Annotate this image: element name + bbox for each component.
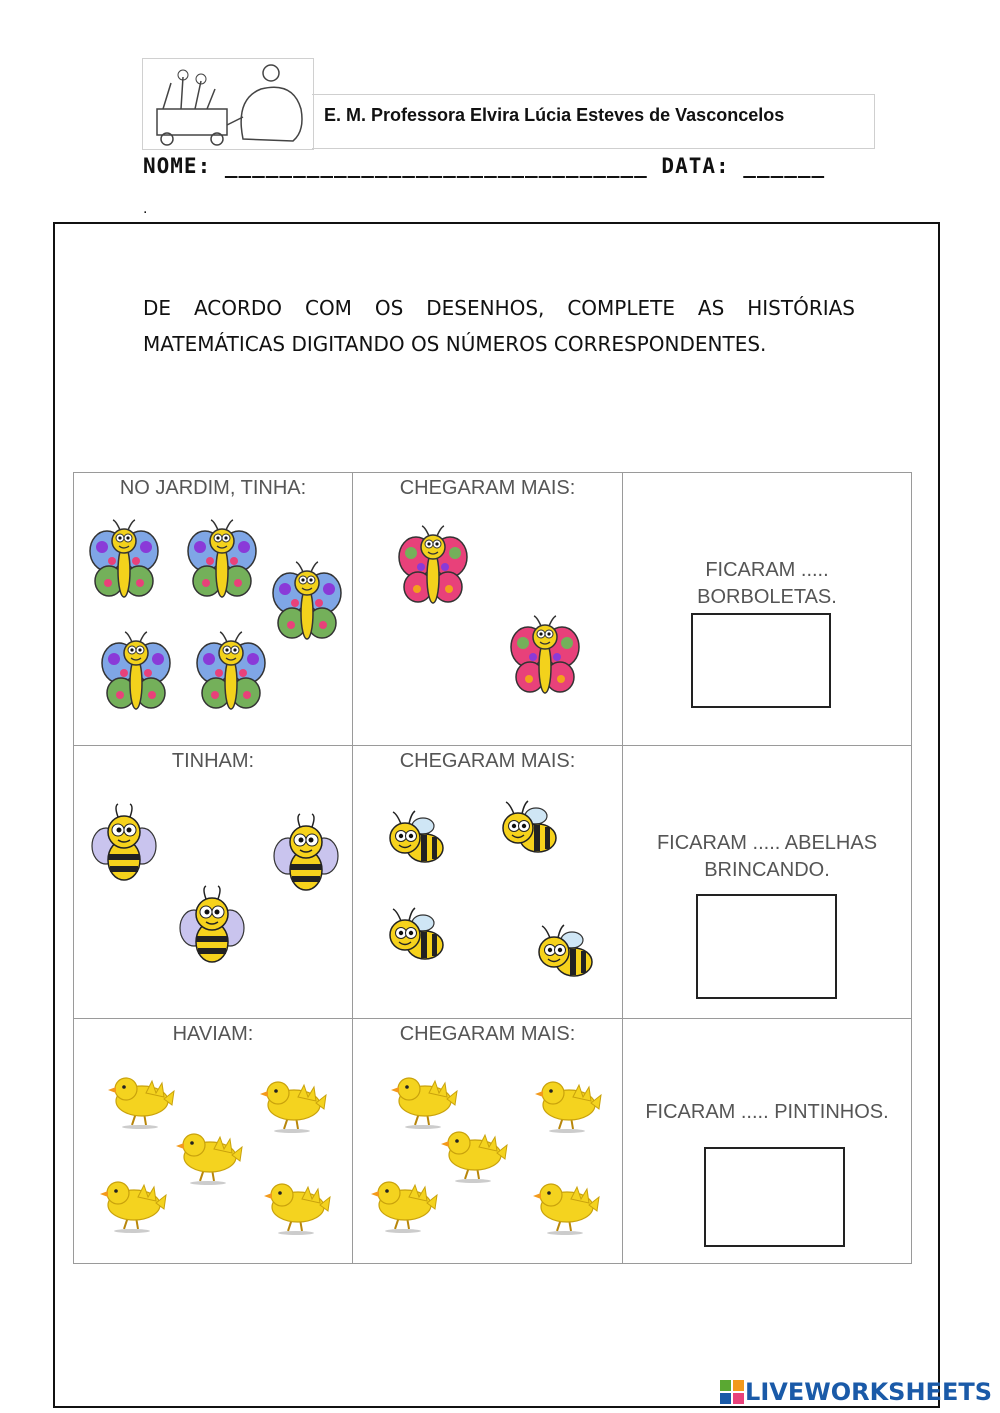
chicks-initial-label: HAVIAM: xyxy=(172,1023,254,1045)
chicks-added-image xyxy=(353,1019,622,1262)
name-date-line[interactable]: NOME: _______________________________ DATA: ______ xyxy=(143,154,826,178)
bees-result-text xyxy=(623,830,911,884)
school-name-box xyxy=(312,94,875,149)
butterflies-result-cell xyxy=(623,473,911,746)
bees-added-label: CHEGARAM MAIS: xyxy=(399,750,576,772)
butterflies-initial-label: NO JARDIM, TINHA: xyxy=(119,477,307,499)
school-name: E. M. Professora Elvira Lúcia Esteves de Vasconcelos xyxy=(324,105,785,125)
chicks-initial-cell xyxy=(74,1019,353,1263)
bees-side-image xyxy=(353,746,622,1018)
butterflies-result-line-2: BORBOLETAS. xyxy=(697,586,837,608)
liveworksheets-watermark xyxy=(719,1377,992,1407)
bees-result-line-2: BRINCANDO. xyxy=(704,859,830,881)
butterflies-result-text xyxy=(623,557,911,611)
liveworksheets-text: LIVEWORKSHEETS xyxy=(745,1378,992,1406)
liveworksheets-logo-icon xyxy=(719,1379,745,1405)
chicks-result-cell xyxy=(623,1019,911,1263)
bees-answer-box[interactable] xyxy=(696,894,837,999)
chicks-added-cell xyxy=(353,1019,623,1263)
bees-result-line-1: FICARAM ..... ABELHAS xyxy=(656,832,878,854)
butterflies-added-label: CHEGARAM MAIS: xyxy=(399,477,576,499)
blue-butterflies-image xyxy=(74,473,352,745)
bees-initial-label: TINHAM: xyxy=(171,750,255,772)
bees-result-cell xyxy=(623,746,911,1019)
bees-front-image xyxy=(74,746,352,1018)
school-logo-drawing xyxy=(143,59,313,149)
stray-mark: . xyxy=(143,200,148,217)
instructions-text: DE ACORDO COM OS DESENHOS, COMPLETE AS HISTÓRIAS MATEMÁTICAS DIGITANDO OS NÚMEROS CORRESPONDENTES. xyxy=(143,296,855,356)
butterflies-initial-cell xyxy=(74,473,353,746)
chicks-added-label: CHEGARAM MAIS: xyxy=(399,1023,576,1045)
butterflies-added-cell xyxy=(353,473,623,746)
chicks-answer-box[interactable] xyxy=(704,1147,845,1247)
math-story-grid xyxy=(73,472,912,1264)
bees-added-cell xyxy=(353,746,623,1019)
pink-butterflies-image xyxy=(353,473,622,745)
butterflies-result-line-1: FICARAM ..... xyxy=(705,559,829,581)
butterflies-answer-box[interactable] xyxy=(691,613,831,708)
school-logo xyxy=(142,58,314,150)
chicks-initial-image xyxy=(74,1019,352,1262)
bees-initial-cell xyxy=(74,746,353,1019)
chicks-result-text: FICARAM ..... PINTINHOS. xyxy=(645,1101,889,1123)
